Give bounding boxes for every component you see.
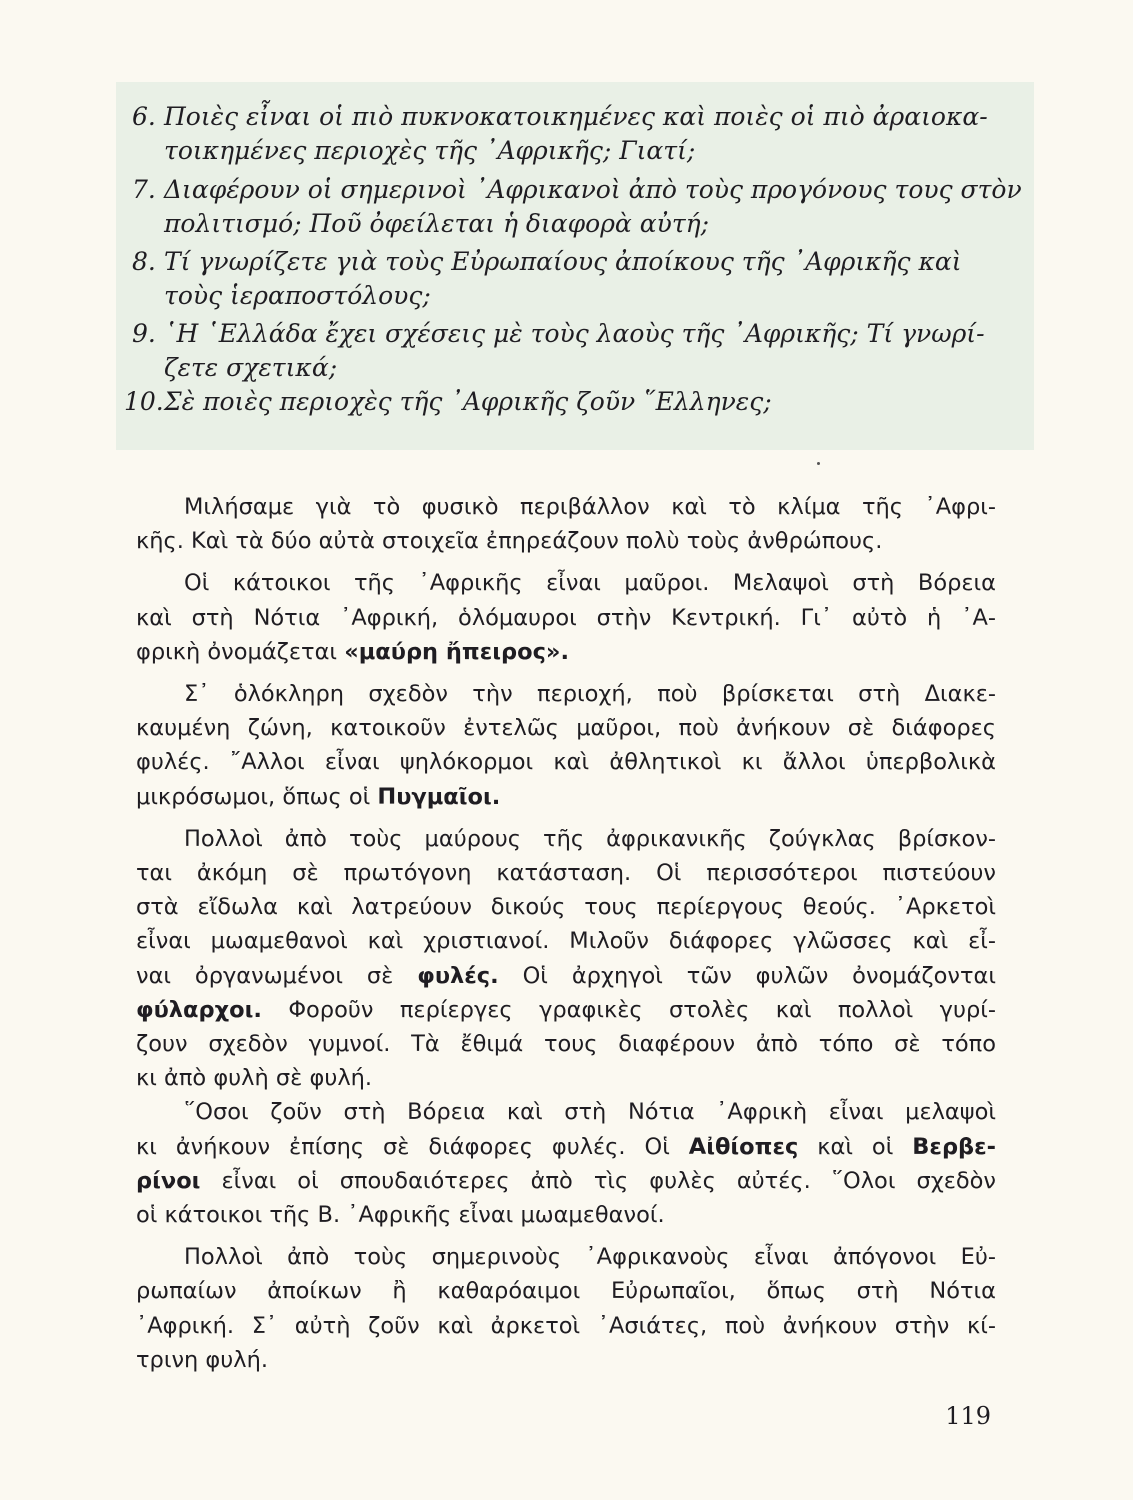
- question-6: [132, 100, 1022, 168]
- paragraph-1: [136, 490, 996, 558]
- text-line: ῞Οσοι ζοῦν στὴ Βόρεια καὶ στὴ Νότια ᾽Αφρικὴ εἶναι μελαψοὶ: [184, 1099, 996, 1126]
- question-7: [132, 173, 1022, 241]
- question-text-cont: τοὺς ἱεραποστόλους;: [164, 281, 431, 310]
- question-number: 6.: [132, 102, 156, 131]
- question-10: [124, 385, 1014, 419]
- text-line: οἱ κάτοικοι τῆς Β. ᾽Αφρικῆς εἶναι μωαμεθανοί.: [136, 1202, 665, 1229]
- text-line: κι ἀπὸ φυλὴ σὲ φυλή.: [136, 1065, 373, 1092]
- text-line: [136, 780, 996, 814]
- text-run: μικρόσωμοι, ὅπως οἱ: [136, 783, 378, 810]
- text-line: ται ἀκόμη σὲ πρωτόγονη κατάσταση. Οἱ περισσότεροι πιστεύουν: [136, 860, 996, 887]
- text-line: φυλές. ῎Αλλοι εἶναι ψηλόκορμοι καὶ ἀθλητικοὶ κι ἄλλοι ὑπερβολικὰ: [136, 749, 996, 776]
- text-run: φρικὴ ὀνομάζεται: [136, 638, 345, 665]
- page-number: 119: [945, 1402, 991, 1430]
- text-line: [136, 635, 996, 669]
- text-line: στὰ εἴδωλα καὶ λατρεύουν δικούς τους περίεργους θεούς. ᾽Αρκετοὶ: [136, 894, 996, 921]
- bold-term: φυλές.: [417, 962, 499, 989]
- text-line: Μιλήσαμε γιὰ τὸ φυσικὸ περιβάλλον καὶ τὸ κλίμα τῆς ᾽Αφρι-: [184, 494, 996, 520]
- bold-term: φύλαρχοι.: [136, 996, 262, 1023]
- text-run: Φοροῦν περίεργες γραφικὲς στολὲς καὶ πολλοὶ γυρί-: [261, 996, 996, 1023]
- bold-term: «μαύρη ἤπειρος».: [344, 638, 569, 665]
- text-run: καὶ οἱ: [798, 1133, 913, 1160]
- text-run: Οἱ ἀρχηγοὶ τῶν φυλῶν ὀνομάζονται: [498, 962, 996, 989]
- question-number: 8.: [132, 247, 156, 276]
- paragraph-6: [136, 1240, 996, 1377]
- text-line: κῆς. Καὶ τὰ δύο αὐτὰ στοιχεῖα ἐπηρεάζουν πολὺ τοὺς ἀνθρώπους.: [136, 528, 883, 555]
- review-questions-box: [116, 82, 1034, 450]
- text-line: εἶναι μωαμεθανοὶ καὶ χριστιανοί. Μιλοῦν διάφορες γλῶσσες καὶ εἶ-: [136, 928, 996, 955]
- text-line: [136, 993, 996, 1027]
- paragraph-4: [136, 822, 996, 1096]
- print-speck: [817, 462, 820, 465]
- question-number: 10.: [124, 387, 164, 416]
- question-number: 7.: [132, 175, 156, 204]
- body-text: [136, 490, 996, 1377]
- bold-term: Πυγμαῖοι.: [377, 783, 501, 810]
- question-8: [132, 245, 1022, 313]
- question-text-cont: ζετε σχετικά;: [164, 353, 338, 382]
- paragraph-2: [136, 566, 996, 669]
- question-text-cont: πολιτισμό; Ποῦ ὀφείλεται ἡ διαφορὰ αὐτή;: [164, 209, 710, 238]
- question-number: 9.: [132, 319, 156, 348]
- text-line: ᾽Αφρική. Σ᾽ αὐτὴ ζοῦν καὶ ἀρκετοὶ ᾽Ασιάτες, ποὺ ἀνήκουν στὴν κί-: [136, 1312, 996, 1339]
- bold-term: Αἰθίοπες: [688, 1133, 799, 1160]
- text-line: ζουν σχεδὸν γυμνοί. Τὰ ἔθιμά τους διαφέρουν ἀπὸ τόπο σὲ τόπο: [136, 1031, 996, 1058]
- text-line: τρινη φυλή.: [136, 1346, 269, 1373]
- text-line: ρωπαίων ἀποίκων ἢ καθαρόαιμοι Εὐρωπαῖοι, ὅπως στὴ Νότια: [136, 1278, 996, 1305]
- text-line: Οἱ κάτοικοι τῆς ᾽Αφρικῆς εἶναι μαῦροι. Μελαψοὶ στὴ Βόρεια: [184, 570, 996, 597]
- question-text: ῾Η ῾Ελλάδα ἔχει σχέσεις μὲ τοὺς λαοὺς τῆς ᾽Αφρικῆς; Τί γνωρί-: [164, 319, 985, 348]
- question-text: Διαφέρουν οἱ σημερινοὶ ᾽Αφρικανοὶ ἀπὸ τοὺς προγόνους τους στὸν: [164, 175, 1022, 204]
- text-line: [136, 1164, 996, 1198]
- text-line: Πολλοὶ ἀπὸ τοὺς μαύρους τῆς ἀφρικανικῆς ζούγκλας βρίσκον-: [184, 825, 996, 852]
- text-line: καυμένη ζώνη, κατοικοῦν ἐντελῶς μαῦροι, ποὺ ἀνήκουν σὲ διάφορες: [136, 715, 996, 742]
- bold-term: Βερβε-: [912, 1133, 997, 1160]
- text-line: Σ᾽ ὁλόκληρη σχεδὸν τὴν περιοχή, ποὺ βρίσκεται στὴ Διακε-: [184, 681, 996, 708]
- text-run: εἶναι οἱ σπουδαιότερες ἀπὸ τὶς φυλὲς αὐτές. ῞Ολοι σχεδὸν: [200, 1167, 996, 1194]
- text-line: [136, 959, 996, 993]
- text-line: [136, 1130, 996, 1164]
- text-run: ναι ὀργανωμένοι σὲ: [136, 962, 418, 989]
- text-line: καὶ στὴ Νότια ᾽Αφρική, ὁλόμαυροι στὴν Κεντρική. Γι᾽ αὐτὸ ἡ ᾽Α-: [136, 604, 996, 631]
- question-text-cont: τοικημένες περιοχὲς τῆς ᾽Αφρικῆς; Γιατί;: [164, 136, 696, 165]
- question-9: [132, 317, 1022, 385]
- question-text: Τί γνωρίζετε γιὰ τοὺς Εὐρωπαίους ἀποίκους τῆς ᾽Αφρικῆς καὶ: [164, 247, 962, 276]
- text-run: κι ἀνήκουν ἐπίσης σὲ διάφορες φυλές. Οἱ: [136, 1133, 689, 1160]
- question-text: Ποιὲς εἶναι οἱ πιὸ πυκνοκατοικημένες καὶ ποιὲς οἱ πιὸ ἀραιοκα-: [164, 102, 988, 131]
- paragraph-3: [136, 677, 996, 814]
- paragraph-5: [136, 1095, 996, 1232]
- question-text: Σὲ ποιὲς περιοχὲς τῆς ᾽Αφρικῆς ζοῦν ῞Ελληνες;: [164, 387, 772, 416]
- bold-term: ρίνοι: [136, 1167, 201, 1194]
- text-line: Πολλοὶ ἀπὸ τοὺς σημερινοὺς ᾽Αφρικανοὺς εἶναι ἀπόγονοι Εὐ-: [184, 1244, 996, 1271]
